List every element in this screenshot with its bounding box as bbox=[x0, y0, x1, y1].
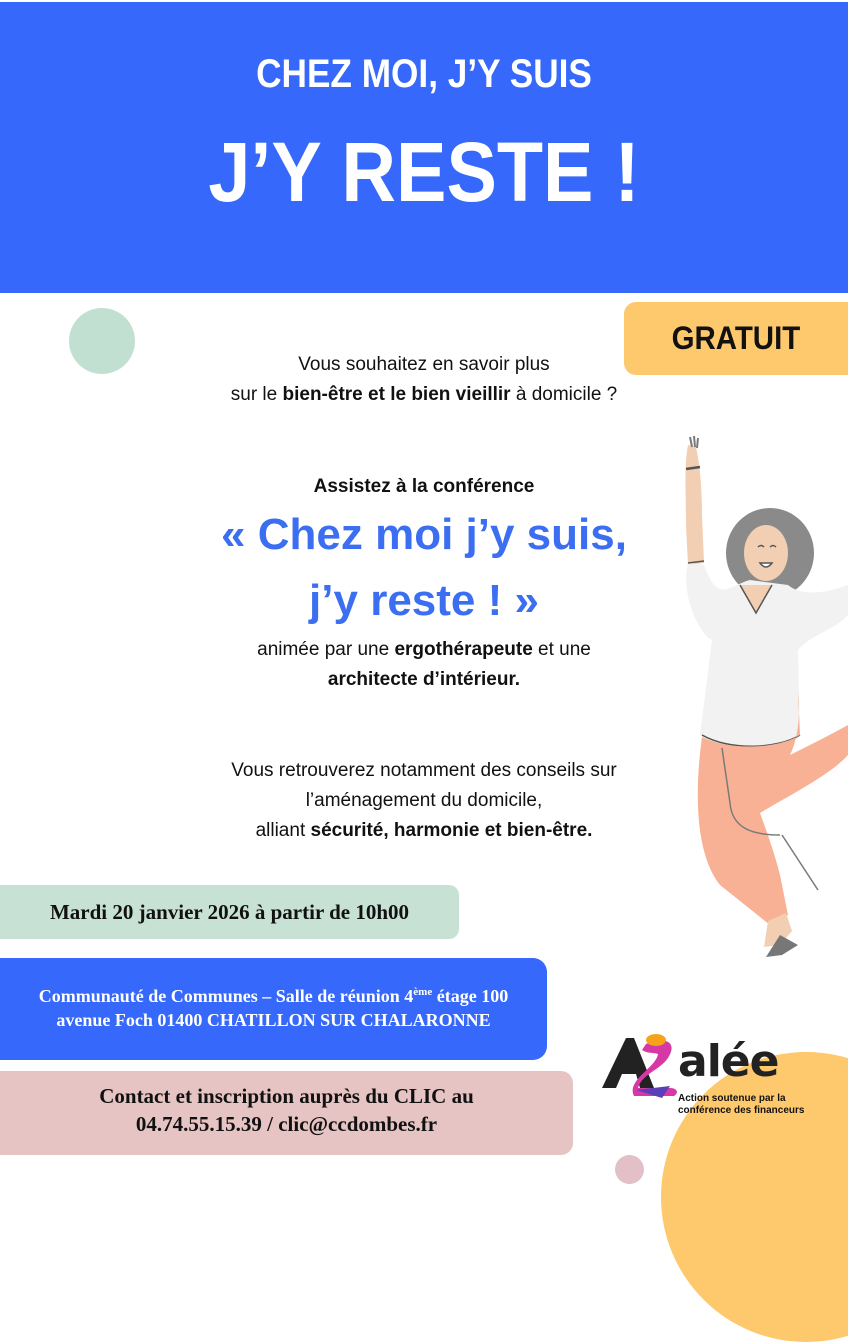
event-date: Mardi 20 janvier 2026 à partir de 10h00 bbox=[49, 900, 410, 924]
hosts-ergotherapist: ergothérapeute bbox=[394, 639, 533, 660]
decorative-pink-circle bbox=[615, 1155, 644, 1184]
intro-line2-bold: bien-être et le bien vieillir bbox=[282, 384, 511, 405]
contact-line1: Contact et inscription auprès du CLIC au bbox=[99, 1084, 474, 1108]
advice-line3-prefix: alliant bbox=[255, 820, 311, 841]
event-address-box bbox=[0, 958, 547, 1060]
hosts-mid: et une bbox=[532, 639, 591, 660]
conference-title-line1: « Chez moi j’y suis, bbox=[221, 510, 627, 559]
address-part1: Communauté de Communes – Salle de réunion 4 bbox=[38, 986, 414, 1006]
azalee-logo-subtitle bbox=[678, 1092, 804, 1116]
logo-subtitle-line2: conférence des financeurs bbox=[678, 1104, 805, 1116]
header-subtitle: CHEZ MOI, J’Y SUIS bbox=[256, 52, 592, 96]
contact-box bbox=[0, 1071, 573, 1155]
intro-line2-prefix: sur le bbox=[230, 384, 283, 405]
jumping-woman-illustration bbox=[660, 435, 848, 960]
header-title: J’Y RESTE ! bbox=[208, 125, 640, 219]
conference-lead: Assistez à la conférence bbox=[313, 476, 535, 497]
header-banner bbox=[0, 2, 848, 293]
intro-text bbox=[0, 350, 848, 410]
free-badge-label: GRATUIT bbox=[671, 320, 801, 356]
event-date-box bbox=[0, 885, 459, 939]
hosts-prefix: animée par une bbox=[257, 639, 395, 660]
advice-line1: Vous retrouverez notamment des conseils sur bbox=[231, 760, 617, 781]
azalee-logo-mark-icon bbox=[596, 1030, 686, 1100]
address-line2: avenue Foch 01400 CHATILLON SUR CHALARONNE bbox=[56, 1010, 491, 1030]
advice-line3-bold: sécurité, harmonie et bien-être. bbox=[310, 820, 593, 841]
address-line1 bbox=[0, 980, 547, 1008]
intro-line2 bbox=[0, 380, 848, 410]
advice-line2: l’aménagement du domicile, bbox=[305, 790, 543, 811]
intro-line2-suffix: à domicile ? bbox=[510, 384, 618, 405]
logo-subtitle-line1: Action soutenue par la bbox=[678, 1092, 786, 1104]
address-sup: ème bbox=[413, 986, 433, 998]
hosts-architect: architecte d’intérieur. bbox=[327, 669, 521, 690]
azalee-logo bbox=[588, 1030, 848, 1120]
contact-line2[interactable]: 04.74.55.15.39 / clic@ccdombes.fr bbox=[135, 1112, 438, 1136]
intro-line1: Vous souhaitez en savoir plus bbox=[298, 354, 550, 375]
azalee-logo-text: alée bbox=[678, 1036, 779, 1087]
conference-title-line2: j’y reste ! » bbox=[309, 576, 539, 625]
address-part2: étage 100 bbox=[432, 986, 509, 1006]
